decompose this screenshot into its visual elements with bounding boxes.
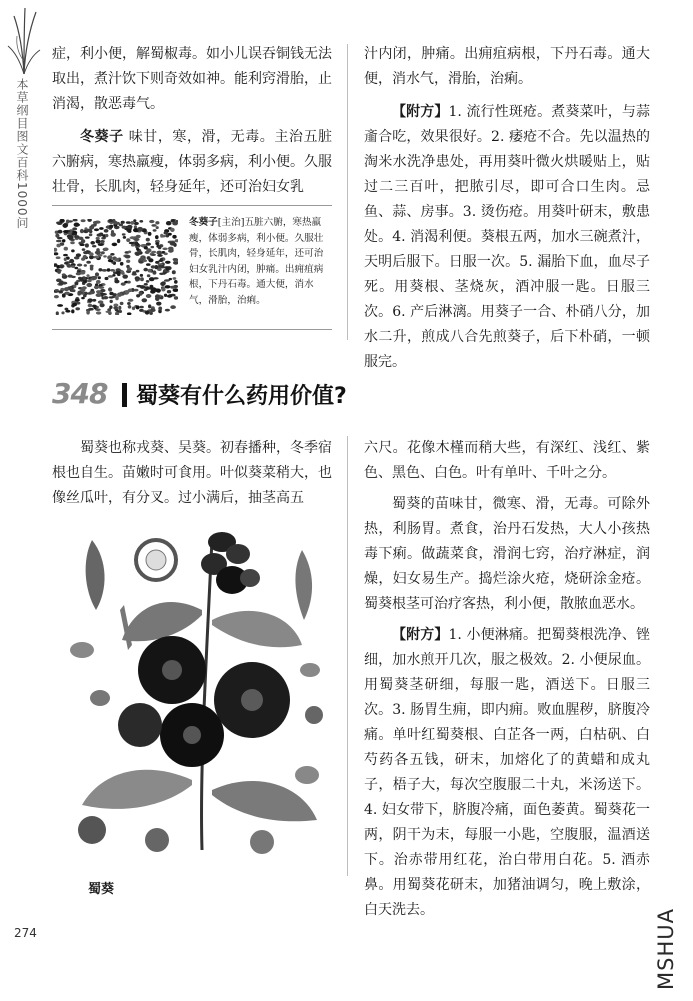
caption-text: [主治]五脏六腑，寒热羸瘦，体弱多病，利小便。久服壮骨，长肌肉，轻身延年，还可治妇女乳汁内闭，肿痛。出痈疽病根，下丹石毒。通大便，消水气，滑胎，治痢。 (189, 217, 324, 306)
side-strip (0, 0, 44, 1001)
paragraph-text: 味甘，寒，滑，无毒。主治五脏六腑病，寒热羸瘦，体弱多病，利小便。久服壮骨，长肌肉，轻身延年，还可治妇女乳 (52, 129, 333, 195)
seeds-image (54, 219, 178, 315)
grass-icon (6, 6, 42, 76)
watermark: MSHUA (654, 908, 678, 990)
divider (52, 329, 332, 330)
term-label: 冬葵子 (80, 129, 124, 145)
section-heading (52, 377, 652, 417)
paragraph: 汁内闭，肿痛。出痈疽病根，下丹石毒。通大便，消水气，滑胎，治痢。 (364, 46, 650, 87)
bottom-left-column (52, 436, 332, 511)
top-right-column (364, 42, 650, 375)
paragraph-text: 1. 小便淋痛。把蜀葵根洗净、锉细，加水煎开几次，服之极效。2. 小便尿血。用蜀葵茎研细，每服一匙，酒送下。日服三次。3. 肠胃生痈，即内痈。败血腥秽，脐腹冷痛。单叶红蜀葵根、白芷各一两，白枯矾、白芍药各五钱，研末，加熔化了的黄蜡和成丸子，梧子大，每次空腹服二十丸，米汤送下。4. 妇女带下，脐腹冷痛，面色萎黄。蜀葵花一两，阴干为末，每服一小匙，空腹服，温酒送下。治赤带用红花，治白带用白花。5. 酒赤鼻。用蜀葵花研末，加猪油调匀，晚上敷涂，白天洗去。 (364, 627, 650, 918)
term-label: 【附方】 (392, 627, 449, 643)
column-divider (347, 436, 348, 876)
bottom-right-column (364, 436, 650, 923)
page-number: 274 (14, 926, 37, 940)
divider (52, 205, 332, 206)
top-left-column (52, 42, 332, 200)
hollyhock-illustration (52, 520, 342, 860)
section-number: 348 (52, 377, 108, 410)
hollyhock-drawing (52, 520, 342, 860)
term-label: 【附方】 (392, 104, 449, 120)
paragraph (52, 125, 332, 200)
seed-caption (189, 215, 329, 308)
paragraph: 六尺。花像木槿而稍大些，有深红、浅红、紫色、黑色、白色。叶有单叶、千叶之分。 (364, 440, 650, 481)
section-title: 蜀葵有什么药用价值? (136, 384, 347, 409)
book-title: 本草纲目图文百科1000问 (15, 78, 29, 230)
plant-caption: 蜀葵 (88, 882, 115, 897)
paragraph: 症，利小便，解蜀椒毒。如小儿误吞铜钱无法取出，煮汁饮下则奇效如神。能利窍滑胎，止消渴，散恶毒气。 (52, 46, 332, 112)
paragraph (364, 100, 650, 375)
paragraph: 蜀葵的苗味甘，微寒、滑，无毒。可除外热，利肠胃。煮食，治丹石发热，大人小孩热毒下痢。做蔬菜食，滑润七窍，治疗淋症，润燥，妇女易生产。捣烂涂火疮，烧研涂金疮。蜀葵根茎可治疗客热，利小便，散脓血恶水。 (364, 496, 650, 612)
heading-bar (122, 383, 127, 407)
column-divider (347, 44, 348, 340)
paragraph (364, 623, 650, 923)
seed-figure (52, 205, 332, 330)
paragraph-text: 1. 流行性斑疮。煮葵菜叶，与蒜齑合吃，效果很好。2. 痿疮不合。先以温热的淘米水洗净患处，再用葵叶微火烘暖贴上，贴过二三百叶，把脓引尽，即可合口生肉。忌鱼、蒜、房事。3. 烫伤疮。用葵叶研末，敷患处。4. 消渴利便。葵根五两，加水三碗煮汁，天明后服下。日服一次。5. 漏胎下血，血尽子死。用葵根、茎烧灰，酒冲服一匙。日服三次。6. 产后淋漓。用葵子一合、朴硝八分，加水二升，煎成八合先煎葵子，后下朴硝，一顿服完。 (364, 104, 650, 370)
caption-label: 冬葵子 (189, 217, 218, 228)
paragraph: 蜀葵也称戎葵、吴葵。初春播种，冬季宿根也自生。苗嫩时可食用。叶似葵菜稍大，也像丝瓜叶，有分叉。过小满后，抽茎高五 (52, 440, 332, 506)
